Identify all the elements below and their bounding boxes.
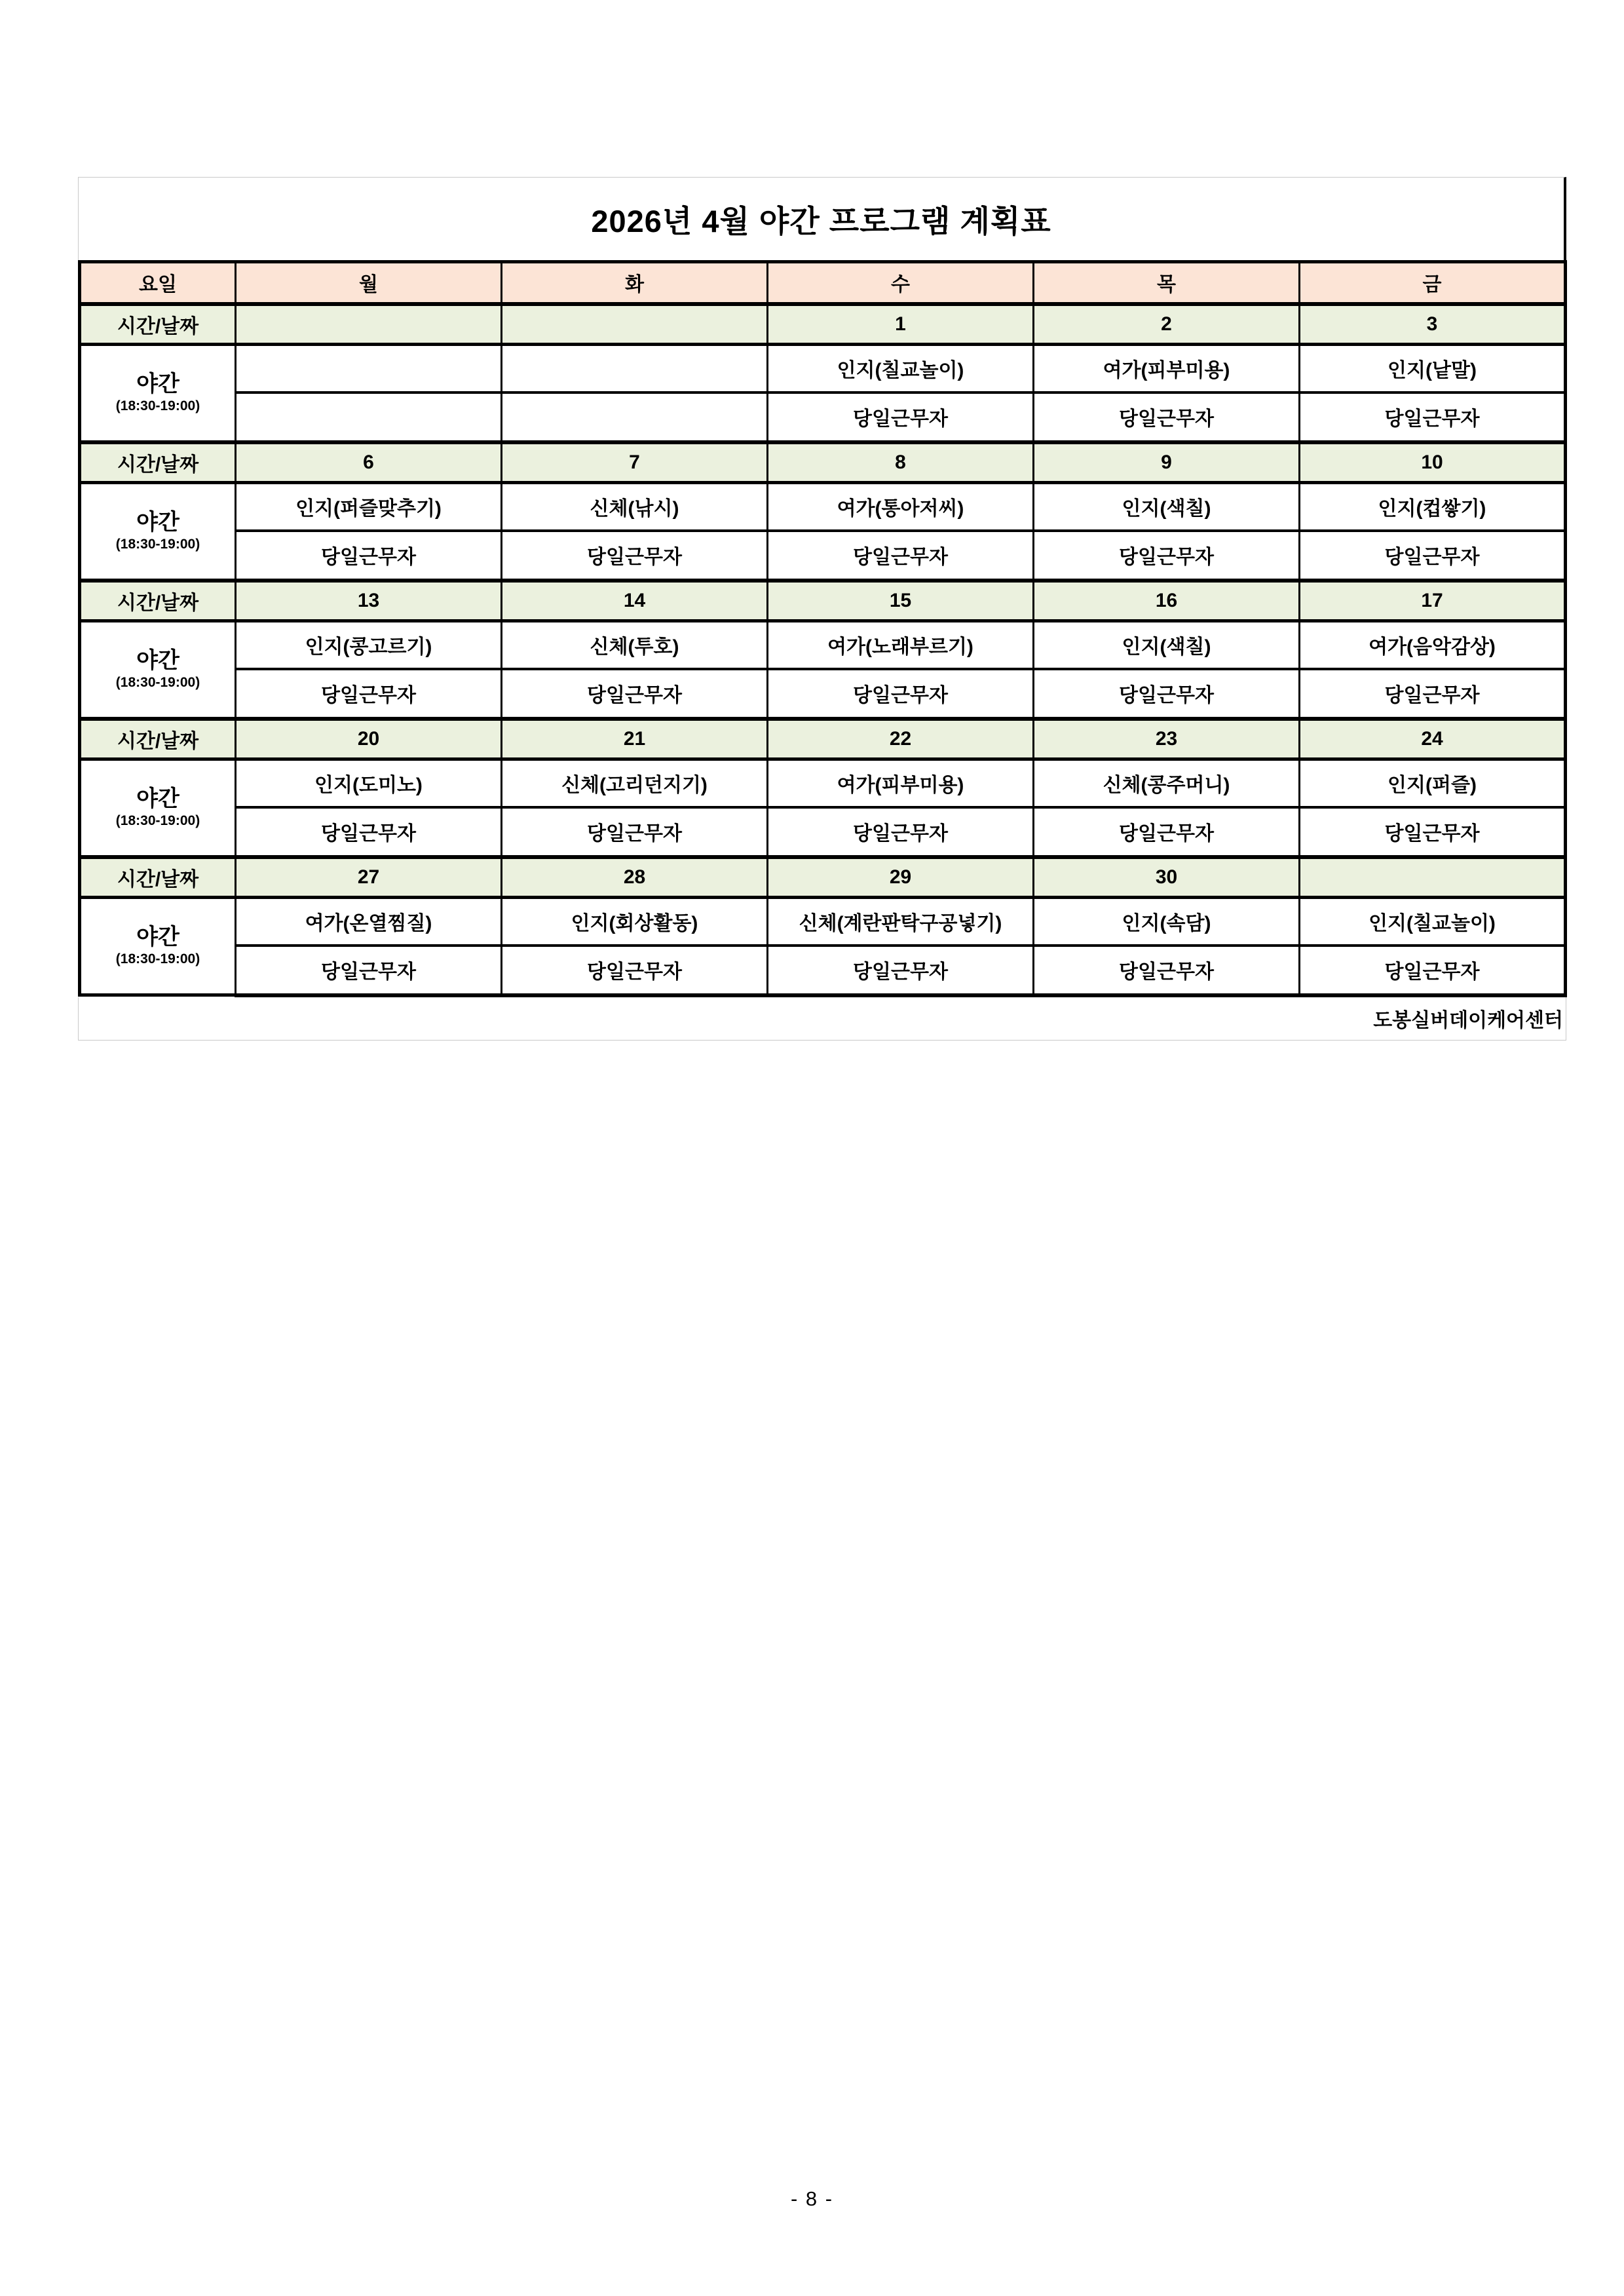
activity-cell: 인지(색칠) <box>1034 483 1300 531</box>
activity-cell: 인지(칠교놀이) <box>768 345 1034 392</box>
header-tue: 화 <box>502 262 768 304</box>
activity-cell: 여가(온열찜질) <box>236 898 502 946</box>
worker-cell: 당일근무자 <box>1034 531 1300 581</box>
date-cell: 24 <box>1300 719 1566 759</box>
activity-cell: 인지(속담) <box>1034 898 1300 946</box>
date-cell: 22 <box>768 719 1034 759</box>
activity-cell: 신체(계란판탁구공넣기) <box>768 898 1034 946</box>
activity-cell <box>236 345 502 392</box>
schedule-table <box>78 260 1567 997</box>
worker-row <box>80 946 1566 995</box>
date-cell: 21 <box>502 719 768 759</box>
night-label: 야간 <box>136 510 179 535</box>
date-cell: 6 <box>236 442 502 483</box>
worker-cell: 당일근무자 <box>768 392 1034 442</box>
activity-cell: 인지(퍼즐) <box>1300 759 1566 807</box>
worker-cell: 당일근무자 <box>1034 946 1300 995</box>
date-cell <box>1300 857 1566 898</box>
date-cell: 2 <box>1034 304 1300 345</box>
date-cell: 23 <box>1034 719 1300 759</box>
night-label: 야간 <box>136 372 179 397</box>
activity-cell: 인지(컵쌓기) <box>1300 483 1566 531</box>
activity-cell: 인지(콩고르기) <box>236 621 502 669</box>
worker-row <box>80 531 1566 581</box>
date-cell <box>502 304 768 345</box>
worker-cell <box>236 392 502 442</box>
night-time-label: (18:30-19:00) <box>115 398 200 414</box>
row-label-night <box>80 483 236 581</box>
date-cell: 17 <box>1300 581 1566 621</box>
worker-cell: 당일근무자 <box>1300 531 1566 581</box>
date-cell: 9 <box>1034 442 1300 483</box>
date-cell: 7 <box>502 442 768 483</box>
worker-cell: 당일근무자 <box>1300 946 1566 995</box>
row-label-night <box>80 759 236 857</box>
worker-cell: 당일근무자 <box>502 807 768 857</box>
activity-row <box>80 621 1566 669</box>
activity-cell: 인지(색칠) <box>1034 621 1300 669</box>
row-label-date: 시간/날짜 <box>80 857 236 898</box>
date-cell: 3 <box>1300 304 1566 345</box>
row-label-date: 시간/날짜 <box>80 442 236 483</box>
activity-row <box>80 759 1566 807</box>
date-cell: 1 <box>768 304 1034 345</box>
worker-cell: 당일근무자 <box>236 531 502 581</box>
activity-cell: 인지(퍼즐맞추기) <box>236 483 502 531</box>
title-area <box>78 177 1566 260</box>
worker-cell: 당일근무자 <box>768 946 1034 995</box>
night-label: 야간 <box>136 925 179 950</box>
row-label-night <box>80 621 236 719</box>
weekday-header-row <box>80 262 1566 304</box>
worker-row <box>80 669 1566 719</box>
worker-cell <box>502 392 768 442</box>
footer-strip <box>78 997 1566 1041</box>
worker-cell: 당일근무자 <box>236 669 502 719</box>
date-cell: 15 <box>768 581 1034 621</box>
schedule-sheet <box>78 177 1566 1041</box>
date-row <box>80 304 1566 345</box>
night-time-label: (18:30-19:00) <box>115 951 200 967</box>
night-time-label: (18:30-19:00) <box>115 537 200 552</box>
date-cell: 29 <box>768 857 1034 898</box>
night-label: 야간 <box>136 786 179 812</box>
worker-cell: 당일근무자 <box>502 531 768 581</box>
activity-cell: 여가(피부미용) <box>1034 345 1300 392</box>
date-cell: 10 <box>1300 442 1566 483</box>
worker-cell: 당일근무자 <box>502 946 768 995</box>
date-cell: 30 <box>1034 857 1300 898</box>
header-fri: 금 <box>1300 262 1566 304</box>
worker-cell: 당일근무자 <box>1300 669 1566 719</box>
date-cell: 16 <box>1034 581 1300 621</box>
worker-cell: 당일근무자 <box>1300 392 1566 442</box>
worker-cell: 당일근무자 <box>1034 669 1300 719</box>
activity-cell: 인지(칠교놀이) <box>1300 898 1566 946</box>
row-label-date: 시간/날짜 <box>80 719 236 759</box>
date-row <box>80 719 1566 759</box>
worker-cell: 당일근무자 <box>768 807 1034 857</box>
night-time-label: (18:30-19:00) <box>115 813 200 829</box>
page-number: - 8 - <box>790 2187 834 2210</box>
activity-cell: 여가(노래부르기) <box>768 621 1034 669</box>
center-name: 도봉실버데이케어센터 <box>1373 1010 1563 1031</box>
worker-cell: 당일근무자 <box>1034 807 1300 857</box>
activity-row <box>80 898 1566 946</box>
activity-cell: 신체(낚시) <box>502 483 768 531</box>
activity-cell: 인지(회상활동) <box>502 898 768 946</box>
activity-cell: 여가(음악감상) <box>1300 621 1566 669</box>
row-label-night <box>80 345 236 442</box>
header-mon: 월 <box>236 262 502 304</box>
date-cell <box>236 304 502 345</box>
worker-cell: 당일근무자 <box>1300 807 1566 857</box>
worker-cell: 당일근무자 <box>502 669 768 719</box>
header-thu: 목 <box>1034 262 1300 304</box>
activity-cell: 신체(고리던지기) <box>502 759 768 807</box>
date-row <box>80 857 1566 898</box>
activity-cell <box>502 345 768 392</box>
activity-row <box>80 345 1566 392</box>
date-cell: 27 <box>236 857 502 898</box>
activity-cell: 신체(투호) <box>502 621 768 669</box>
header-wed: 수 <box>768 262 1034 304</box>
date-row <box>80 442 1566 483</box>
worker-row <box>80 807 1566 857</box>
row-label-date: 시간/날짜 <box>80 304 236 345</box>
night-label: 야간 <box>136 648 179 674</box>
activity-cell: 인지(도미노) <box>236 759 502 807</box>
date-cell: 14 <box>502 581 768 621</box>
date-cell: 20 <box>236 719 502 759</box>
header-corner: 요일 <box>80 262 236 304</box>
activity-cell: 인지(낱말) <box>1300 345 1566 392</box>
worker-cell: 당일근무자 <box>768 531 1034 581</box>
row-label-night <box>80 898 236 995</box>
worker-cell: 당일근무자 <box>236 807 502 857</box>
date-cell: 13 <box>236 581 502 621</box>
activity-row <box>80 483 1566 531</box>
worker-cell: 당일근무자 <box>768 669 1034 719</box>
activity-cell: 여가(통아저씨) <box>768 483 1034 531</box>
activity-cell: 여가(피부미용) <box>768 759 1034 807</box>
worker-cell: 당일근무자 <box>1034 392 1300 442</box>
activity-cell: 신체(콩주머니) <box>1034 759 1300 807</box>
date-cell: 8 <box>768 442 1034 483</box>
night-time-label: (18:30-19:00) <box>115 675 200 691</box>
worker-cell: 당일근무자 <box>236 946 502 995</box>
worker-row <box>80 392 1566 442</box>
date-cell: 28 <box>502 857 768 898</box>
date-row <box>80 581 1566 621</box>
page-title: 2026년 4월 야간 프로그램 계획표 <box>591 203 1051 239</box>
row-label-date: 시간/날짜 <box>80 581 236 621</box>
